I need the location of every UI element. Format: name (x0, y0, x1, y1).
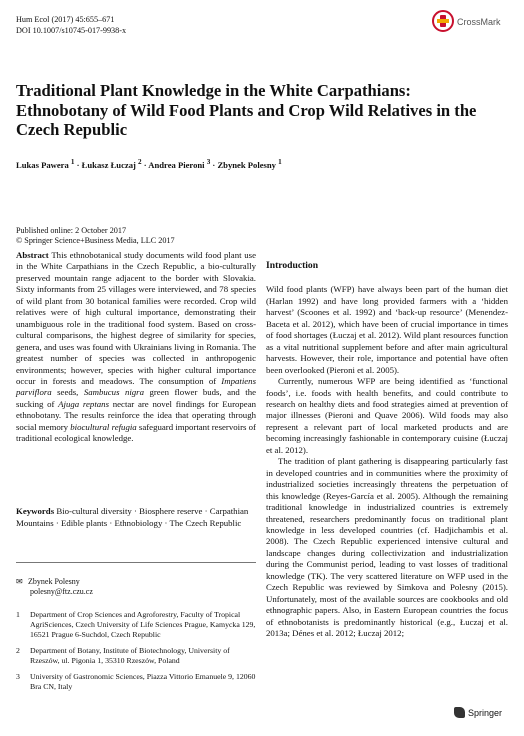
affiliation (16, 610, 256, 640)
springer-horse-icon (454, 707, 465, 718)
published-date: Published online: 2 October 2017 (16, 226, 127, 235)
affiliation-text: Department of Crop Sciences and Agroforestry, Faculty of Tropical AgriSciences, Czech University of Life Sciences Prague, Kamycka 129, 16521 Prague 6-Suchdol, Czech Republic (30, 610, 256, 639)
contact-name: Zbynek Polesny (28, 577, 80, 586)
abstract-text: This ethnobotanical study documents wild food plant use in the White Carpathians in the Czech Republic, a bio-culturally preserved mountain range adjacent to the border with Slovakia. Sixty informants from 25 villages were interviewed, and 78 species of wild plant from 30 botanical families were recorded. Crop wild relatives were of high cultural importance, demonstrating their unambiguous role in the traditional food system. Based on cross-cultural comparisons, the highest degree of similarity for species, genera, and uses was found with Ukrainians living in Romania. The greatest number of species was collected in anthropogenic environments; however, species with higher cultural importance occur in forests and meadows. The consumption of Impatiens parviflora seeds, Sambucus nigra green flower buds, and the sucking of Ajuga reptans nectar are novel findings for European ethnobotany. The results reinforce the idea that operating through social memory biocultural refugia safeguard important reservoirs of traditional ecological knowledge. (16, 250, 257, 444)
journal-header (16, 15, 126, 36)
affiliation-text: Department of Botany, Institute of Biotechnology, University of Rzeszów, ul. Pigonia 1, 35310 Rzeszów, Poland (30, 646, 230, 665)
introduction (266, 260, 508, 640)
publisher-name: Springer (468, 708, 503, 718)
keywords-text: Bio-cultural diversity · Biosphere reserve · Carpathian Mountains · Edible plants · Ethnobiology · The Czech Republic (16, 506, 249, 528)
affiliation-text: University of Gastronomic Sciences, Piazza Vittorio Emanuele 9, 12060 Bra CN, Italy (30, 672, 256, 691)
author[interactable]: Andrea Pieroni $^3$ (148, 158, 211, 170)
contact-email[interactable]: polesny@ftz.czu.cz (30, 587, 93, 596)
author[interactable]: Zbynek Polesny $^1$ (217, 158, 282, 170)
doi[interactable]: DOI 10.1007/s10745-017-9938-x (16, 25, 127, 35)
envelope-icon: ✉ (16, 577, 23, 586)
abstract-heading: Abstract (16, 250, 49, 260)
abstract (16, 250, 256, 445)
paragraph: The tradition of plant gathering is disappearing particularly fast in developed countries and in communities where the proximity of industrialized societies increasingly threatens the perpetuation of this knowledge (Reyes-García et al. 2005). Although the remaining traditional knowledge in industrialized countries is extremely threatened, researchers predominantly focus on traditional plant knowledge in less developed countries (cf. Hadjichambis et al. 2008). The Czech Republic experienced intensive cultural and landscape changes during collectivization and industrialization during the Communist period, leading to vast losses of traditional knowledge (TK). The very scattered literature on WFP used in the Czech Republic was reviewed by Simkova and Polesny (2015). Unfortunately, most of the available sources are cookbooks and old ethnographic papers. Also, in Eastern European countries the focus of ethnobotanists is predominantly historical (e.g., Łuczaj et al. 2013a; Dénes et al. 2012; Łuczaj 2012; (266, 456, 508, 639)
crossmark-label: CrossMark (457, 17, 501, 27)
author-list: Lukas Pawera $^1$ · Łukasz Łuczaj $^2$ · Andrea Pieroni $^3$ · Zbynek Polesny $^1$ (16, 158, 282, 170)
keywords (16, 506, 256, 529)
journal-citation: Hum Ecol (2017) 45:655–671 (16, 15, 115, 24)
springer-logo (454, 707, 502, 718)
corresponding-author (16, 577, 93, 597)
affiliation-number: 3 (16, 672, 20, 681)
affiliation (16, 646, 256, 666)
affiliation (16, 672, 256, 692)
author[interactable]: Lukas Pawera $^1$ (16, 158, 75, 170)
affiliation-number: 1 (16, 610, 20, 619)
introduction-heading: Introduction (266, 260, 319, 271)
crossmark-icon (432, 10, 454, 32)
crossmark-badge[interactable] (432, 10, 512, 36)
author[interactable]: Łukasz Łuczaj $^2$ (81, 158, 142, 170)
paragraph: Wild food plants (WFP) have always been part of the human diet (Harlan 1992) and have long provided farmers with a ‘hidden harvest’ (Scoones et al. 1992) and ‘back-up resource’ (Menendez-Baceta et al. 2012), which have been of crucial importance in times of food shortages (Łuczaj et al. 2012). Wild plant resources function as a vital nutritional supplement before and after main agricultural harvests. However, their role, importance and potential have often been overlooked (Pieroni et al. 2005). (266, 284, 508, 375)
keywords-heading: Keywords (16, 506, 55, 516)
affiliation-number: 2 (16, 646, 20, 655)
footnote-divider (16, 562, 256, 563)
copyright: © Springer Science+Business Media, LLC 2017 (16, 236, 175, 246)
publication-info (16, 226, 175, 246)
paragraph: Currently, numerous WFP are being identified as ‘functional foods’, i.e. foods with health benefits, and could contribute to research on healthy diets and food strategies aimed at prevention of major illnesses (Pieroni and Quave 2006). Wild foods may also represent a relevant part of local marketed products and are becoming increasingly fashionable in contemporary cuisine (Łuczaj et al. 2012). (266, 376, 508, 455)
article-title: Traditional Plant Knowledge in the White Carpathians: Ethnobotany of Wild Food Plants and Crop Wild Relatives in the Czech Republic (16, 81, 477, 139)
